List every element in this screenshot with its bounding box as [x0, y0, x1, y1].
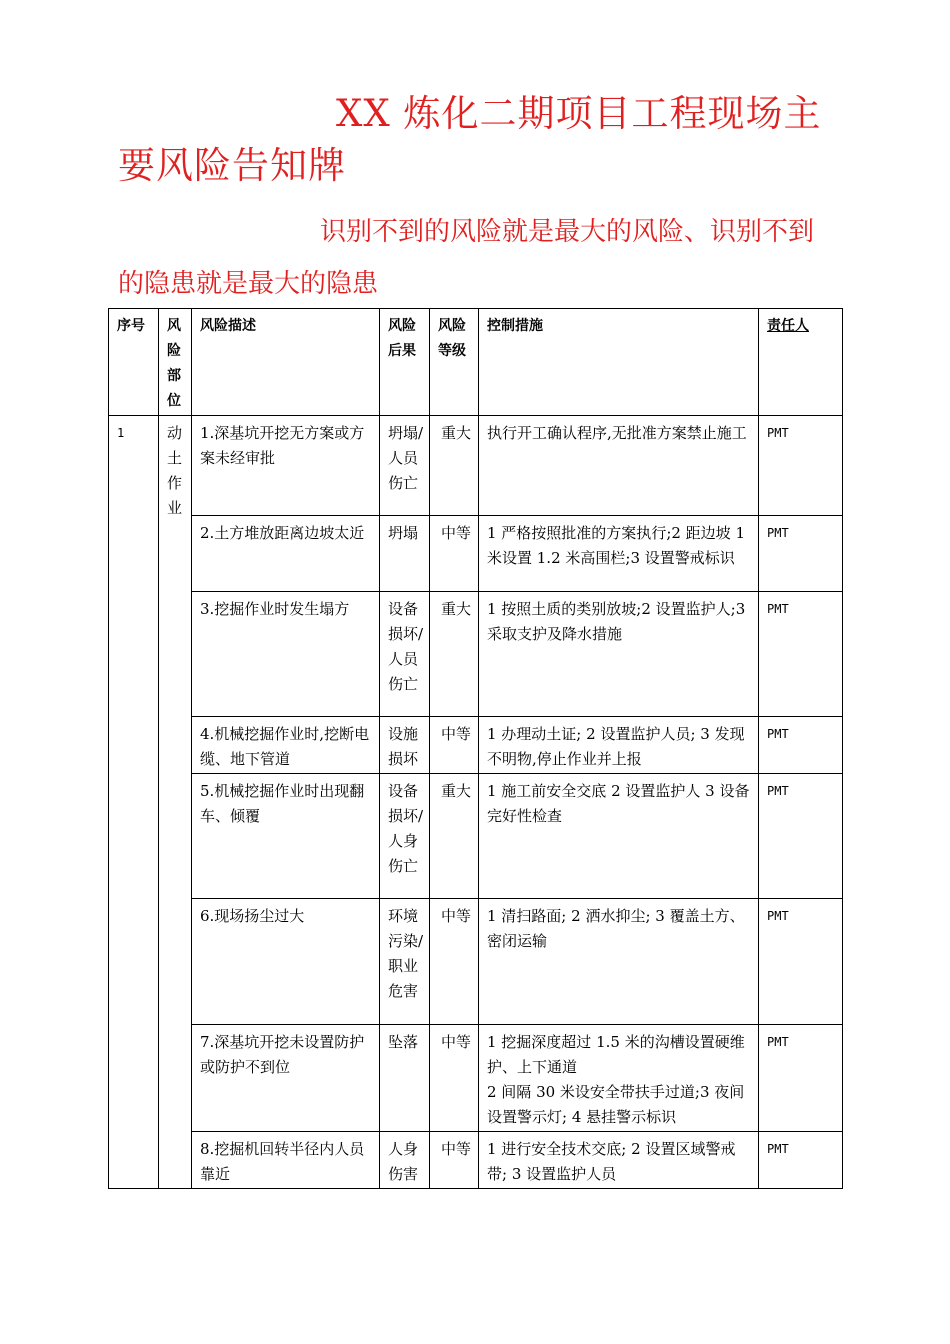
header-owner: 责任人: [759, 309, 843, 416]
measures-cell: 执行开工确认程序,无批准方案禁止施工: [479, 416, 759, 516]
level-cell: 重大: [430, 592, 479, 717]
level-cell: 重大: [430, 774, 479, 899]
measures-cell: 1 清扫路面; 2 洒水抑尘; 3 覆盖土方、密闭运输: [479, 899, 759, 1025]
owner-cell: PMT: [759, 899, 843, 1025]
owner-cell: PMT: [759, 592, 843, 717]
header-level: 风险等级: [430, 309, 479, 416]
table-header-row: [109, 309, 843, 416]
header-description: 风险描述: [192, 309, 380, 416]
level-cell: 中等: [430, 1025, 479, 1132]
owner-cell: PMT: [759, 1132, 843, 1189]
consequence-cell: 坠落: [380, 1025, 430, 1132]
table-row: [109, 717, 843, 774]
consequence-cell: 设备损坏/人身伤亡: [380, 774, 430, 899]
header-consequence: 风险后果: [380, 309, 430, 416]
measures-cell: [479, 1025, 759, 1132]
measures-cell: 1 严格按照批准的方案执行;2 距边坡 1 米设置 1.2 米高围栏;3 设置警戒标识: [479, 516, 759, 592]
level-cell: 中等: [430, 1132, 479, 1189]
location-cell: 动土作业: [159, 416, 192, 1189]
consequence-cell: 设备损坏/人员伤亡: [380, 592, 430, 717]
description-cell: 6.现场扬尘过大: [192, 899, 380, 1025]
owner-cell: PMT: [759, 516, 843, 592]
description-cell: 1.深基坑开挖无方案或方案未经审批: [192, 416, 380, 516]
level-cell: 重大: [430, 416, 479, 516]
table-row: [109, 516, 843, 592]
seq-cell: 1: [109, 416, 159, 1189]
description-cell: 2.土方堆放距离边坡太近: [192, 516, 380, 592]
measures-cell: 1 进行安全技术交底; 2 设置区域警戒带; 3 设置监护人员: [479, 1132, 759, 1189]
consequence-cell: 坍塌/人员伤亡: [380, 416, 430, 516]
level-cell: 中等: [430, 899, 479, 1025]
consequence-cell: 设施损坏: [380, 717, 430, 774]
description-cell: 4.机械挖掘作业时,挖断电缆、地下管道: [192, 717, 380, 774]
header-seq: 序号: [109, 309, 159, 416]
consequence-cell: 坍塌: [380, 516, 430, 592]
measures-line: 2 间隔 30 米设安全带扶手过道;3 夜间设置警示灯; 4 悬挂警示标识: [487, 1083, 745, 1126]
table-row: [109, 1025, 843, 1132]
measures-cell: 1 办理动土证; 2 设置监护人员; 3 发现不明物,停止作业并上报: [479, 717, 759, 774]
owner-cell: PMT: [759, 416, 843, 516]
header-location: 风险部位: [159, 309, 192, 416]
description-cell: 7.深基坑开挖未设置防护或防护不到位: [192, 1025, 380, 1132]
table-row: [109, 899, 843, 1025]
level-cell: 中等: [430, 516, 479, 592]
header-measures: 控制措施: [479, 309, 759, 416]
description-cell: 5.机械挖掘作业时出现翻车、倾覆: [192, 774, 380, 899]
table-row: [109, 592, 843, 717]
consequence-cell: 人身伤害: [380, 1132, 430, 1189]
risk-table: [108, 308, 843, 1189]
level-cell: 中等: [430, 717, 479, 774]
table-row: [109, 416, 843, 516]
owner-cell: PMT: [759, 717, 843, 774]
table-row: [109, 1132, 843, 1189]
description-cell: 8.挖掘机回转半径内人员靠近: [192, 1132, 380, 1189]
consequence-cell: 环境污染/职业危害: [380, 899, 430, 1025]
owner-cell: PMT: [759, 774, 843, 899]
page-title: XX 炼化二期项目工程现场主要风险告知牌: [118, 92, 822, 187]
description-cell: 3.挖掘作业时发生塌方: [192, 592, 380, 717]
measures-cell: 1 按照土质的类别放坡;2 设置监护人;3 采取支护及降水措施: [479, 592, 759, 717]
owner-cell: PMT: [759, 1025, 843, 1132]
measures-line: 1 挖掘深度超过 1.5 米的沟槽设置硬维护、上下通道: [487, 1033, 745, 1076]
page-subtitle: 识别不到的风险就是最大的风险、识别不到的隐患就是最大的隐患: [118, 217, 815, 299]
measures-cell: 1 施工前安全交底 2 设置监护人 3 设备完好性检查: [479, 774, 759, 899]
table-row: [109, 774, 843, 899]
